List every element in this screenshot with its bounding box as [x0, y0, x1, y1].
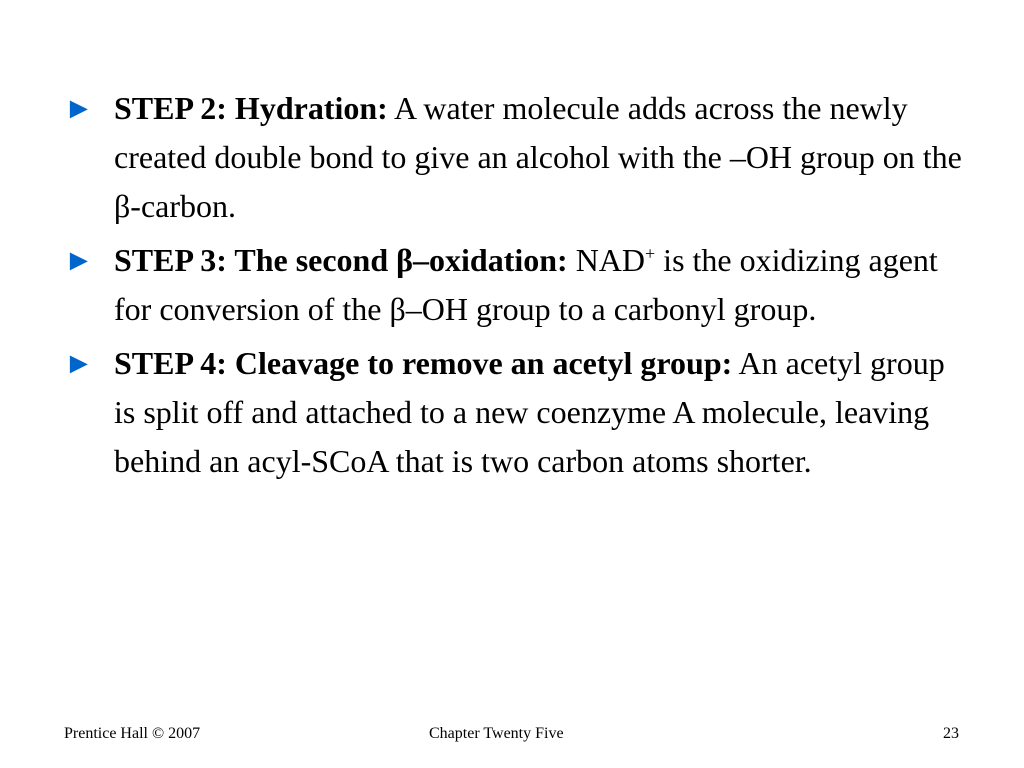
bullet-text: A water molecule adds across the newly created double bond to give an alcohol with the –OH group on the β-carbon.	[114, 90, 962, 224]
bullet-text: An acetyl group is split off and attached to a new coenzyme A molecule, leaving behind an acyl-SCoA that is two carbon atoms shorter.	[114, 345, 945, 479]
footer-chapter: Chapter Twenty Five	[429, 725, 564, 742]
footer-copyright: Prentice Hall © 2007	[64, 725, 201, 742]
superscript-plus: +	[645, 243, 656, 264]
bullet-heading: STEP 4: Cleavage to remove an acetyl group:	[114, 345, 733, 381]
bullet-step-2	[64, 84, 964, 231]
bullet-step-3	[64, 236, 964, 334]
bullet-text-after: is the oxidizing agent for conversion of the β–OH group to a carbonyl group.	[114, 242, 938, 327]
arrow-right-icon: ►	[64, 92, 94, 125]
arrow-right-icon: ►	[64, 244, 94, 277]
bullet-text-before: NAD	[567, 242, 646, 278]
page-number: 23	[943, 725, 959, 742]
arrow-right-icon: ►	[64, 347, 94, 380]
bullet-step-4	[64, 339, 964, 486]
bullet-heading: STEP 3: The second β–oxidation:	[114, 242, 568, 278]
bullet-heading: STEP 2: Hydration:	[114, 90, 388, 126]
bullet-list	[64, 84, 964, 491]
